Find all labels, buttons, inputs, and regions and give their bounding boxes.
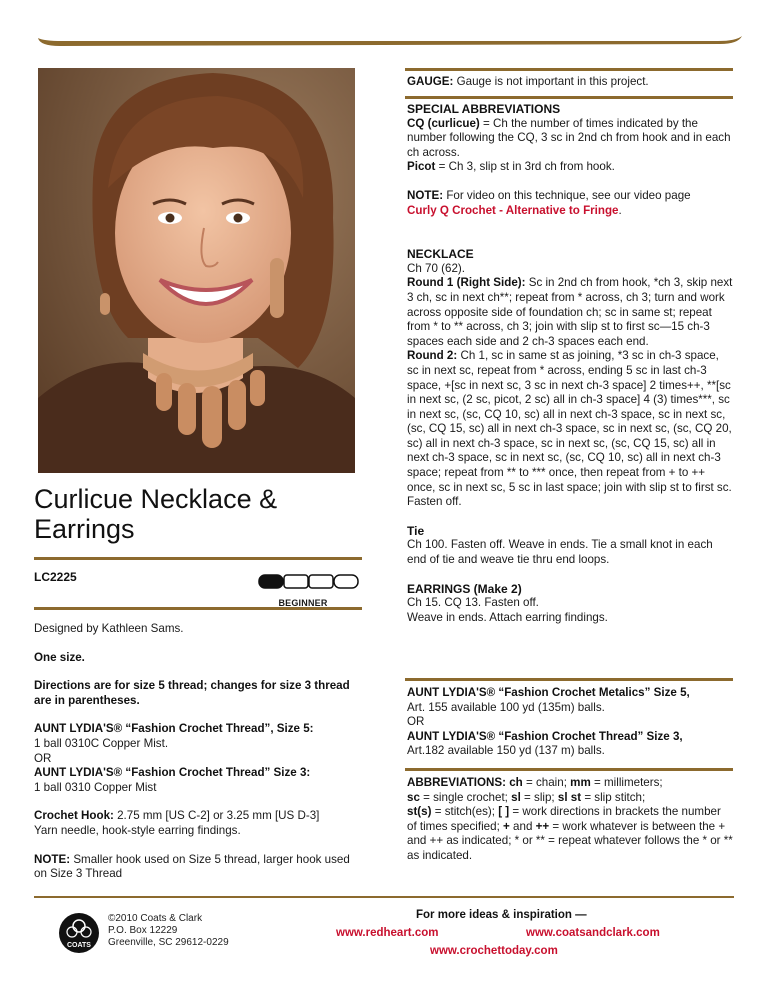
thread3-name: AUNT LYDIA'S® “Fashion Crochet Thread” Size 3, <box>407 729 683 743</box>
thread-size5-name: AUNT LYDIA'S® “Fashion Crochet Thread”, Size 5: <box>34 722 314 736</box>
copyright: ©2010 Coats & Clark <box>108 913 203 924</box>
gauge-label: GAUGE: <box>407 75 454 88</box>
abbreviations-section <box>407 776 733 864</box>
left-column <box>34 622 354 896</box>
materials-alt-section <box>407 686 733 759</box>
abbrev-value: = stitch(es); <box>434 805 495 819</box>
note-label: NOTE: <box>34 852 71 866</box>
company-address <box>108 913 229 949</box>
size-info: One size. <box>34 650 85 664</box>
thread-size5-detail: 1 ball 0310C Copper Mist. <box>34 736 169 750</box>
tie-text: Ch 100. Fasten off. Weave in ends. Tie a small knot in each end of tie and weave tie thru end loops. <box>407 538 713 567</box>
divider-line <box>405 68 733 71</box>
svg-text:COATS: COATS <box>67 942 91 949</box>
abbrev-value: = single crochet; <box>423 790 508 804</box>
abbrev-value: = work directions in brackets the number of times specified; <box>407 805 721 833</box>
right-column <box>407 102 733 625</box>
header-swoosh <box>0 0 768 60</box>
round2-text: Ch 1, sc in same st as joining, *3 sc in ch-3 space, sc in next sc, repeat from * across, ending 5 sc in last ch-3 space, +[sc in next sc, 3 sc in next ch-3 space] 2 times++, **[sc in next sc, (2 sc, picot, 2 sc) all in ch-3 space] 4 (3) times***, sc in next sc, (sc, CQ 10, sc) all in next ch-3 space, sc in next sc, (sc, CQ 15, sc) all in next ch-3 space, sc in next sc, (sc, CQ 20, sc) all in next ch-3 space, sc in next sc, (sc, CQ 15, sc) all in next ch-3 space, sc in next sc, (sc, CQ 10, sc) all in next ch-3 space; repeat from ** to *** once, then repeat from + to ++ once, sc in next sc, 5 sc in last space; join with slip st to first sc. Fasten off. <box>407 349 732 509</box>
necklace-chain: Ch 70 (62). <box>407 261 465 275</box>
metallic-name: AUNT LYDIA'S® “Fashion Crochet Metalics” Size 5, <box>407 686 690 699</box>
abbrev-value: = millimeters; <box>594 776 663 789</box>
abbrev-key: st(s) <box>407 805 432 819</box>
abbrev-key: sc <box>407 790 420 804</box>
hook-label: Crochet Hook: <box>34 809 114 823</box>
abbrev-value: = chain; <box>525 776 567 789</box>
designer-credit: Designed by Kathleen Sams. <box>34 622 184 635</box>
abbrev-key: mm <box>570 776 591 789</box>
po-box: P.O. Box 12229 <box>108 925 178 936</box>
abbrev-key: sl st <box>557 790 582 804</box>
pattern-title: Curlicue Necklace & Earrings <box>34 484 278 544</box>
abbrev-label: ABBREVIATIONS: <box>407 776 506 789</box>
skill-level-indicator <box>258 574 362 608</box>
earrings-heading: EARRINGS (Make 2) <box>407 581 522 596</box>
abbrev-key: ++ <box>535 819 550 833</box>
or-text-right: OR <box>407 715 425 729</box>
abbrev-value: = work whatever is between the + and ++ as indicated; * or ** = repeat whatever follows the * or ** as indicated. <box>407 819 733 862</box>
abbrev-value: and <box>513 819 533 833</box>
abbrev-key: + <box>503 819 510 833</box>
video-note-text: For video on this technique, see our video page <box>446 188 691 202</box>
divider-line <box>405 678 733 681</box>
round2-label: Round 2: <box>407 349 458 363</box>
note-text: Smaller hook used on Size 5 thread, larger hook used on Size 3 Thread <box>34 852 350 881</box>
abbrev-key: ch <box>509 776 523 789</box>
special-abbrev-heading: SPECIAL ABBREVIATIONS <box>407 102 561 116</box>
model-photo <box>38 68 355 473</box>
necklace-heading: NECKLACE <box>407 247 474 262</box>
directions-note: Directions are for size 5 thread; changes for size 3 thread are in parentheses. <box>34 679 350 707</box>
divider-line <box>34 557 362 560</box>
thread-size3-name: AUNT LYDIA'S® “Fashion Crochet Thread” Size 3: <box>34 766 311 780</box>
picot-label: Picot <box>407 160 436 174</box>
round1-text: Sc in 2nd ch from hook, *ch 3, skip next 3 ch, sc in next ch**; repeat from * across, ch 3; turn and work across opposite side of foundation ch; sc in same st; repeat from * to ** across, ch 3; join with slip st to first sc—15 ch-3 spaces each side and 2 ch-3 spaces each end. <box>407 276 733 348</box>
hook-size: 2.75 mm [US C-2] or 3.25 mm [US D-3] <box>117 809 320 823</box>
skill-level-bars-icon <box>258 574 362 590</box>
or-text: OR <box>34 751 52 765</box>
divider-line <box>405 96 733 99</box>
thread-size3-detail: 1 ball 0310 Copper Mist <box>34 780 157 794</box>
earrings-line2: Weave in ends. Attach earring findings. <box>407 610 608 624</box>
abbrev-key: [ ] <box>498 805 510 819</box>
more-ideas-text: For more ideas & inspiration — <box>416 909 587 921</box>
abbreviations-text <box>407 776 733 864</box>
link-redheart[interactable]: www.redheart.com <box>336 927 439 939</box>
cq-text: = Ch the number of times indicated by the number following the CQ, 3 sc in 2nd ch from hook and in each ch across. <box>407 116 731 159</box>
abbrev-key: sl <box>511 790 521 804</box>
pattern-code: LC2225 <box>34 570 77 584</box>
skill-level-label: BEGINNER <box>278 598 328 608</box>
notions: Yarn needle, hook-style earring findings. <box>34 823 241 837</box>
footer-divider <box>34 896 734 898</box>
tie-heading: Tie <box>407 523 425 538</box>
divider-line <box>405 768 733 771</box>
coats-logo-icon <box>58 912 100 954</box>
earrings-line1: Ch 15. CQ 13. Fasten off. <box>407 596 539 610</box>
abbrev-value: = slip; <box>524 790 555 804</box>
picot-text: = Ch 3, slip st in 3rd ch from hook. <box>438 160 615 174</box>
gauge-section <box>407 75 733 90</box>
cq-label: CQ (curlicue) <box>407 116 480 130</box>
link-crochettoday[interactable]: www.crochettoday.com <box>430 945 558 957</box>
video-note-label: NOTE: <box>407 188 444 202</box>
video-note-end: . <box>618 203 622 217</box>
thread3-detail: Art.182 available 150 yd (137 m) balls. <box>407 744 605 758</box>
link-coatsandclark[interactable]: www.coatsandclark.com <box>526 927 660 939</box>
gauge-text: Gauge is not important in this project. <box>456 75 649 88</box>
abbrev-value: = slip stitch; <box>584 790 646 804</box>
metallic-detail: Art. 155 available 100 yd (135m) balls. <box>407 700 605 714</box>
round1-label: Round 1 (Right Side): <box>407 276 526 290</box>
video-link[interactable]: Curly Q Crochet - Alternative to Fringe <box>407 203 619 217</box>
city-state: Greenville, SC 29612-0229 <box>108 937 229 948</box>
